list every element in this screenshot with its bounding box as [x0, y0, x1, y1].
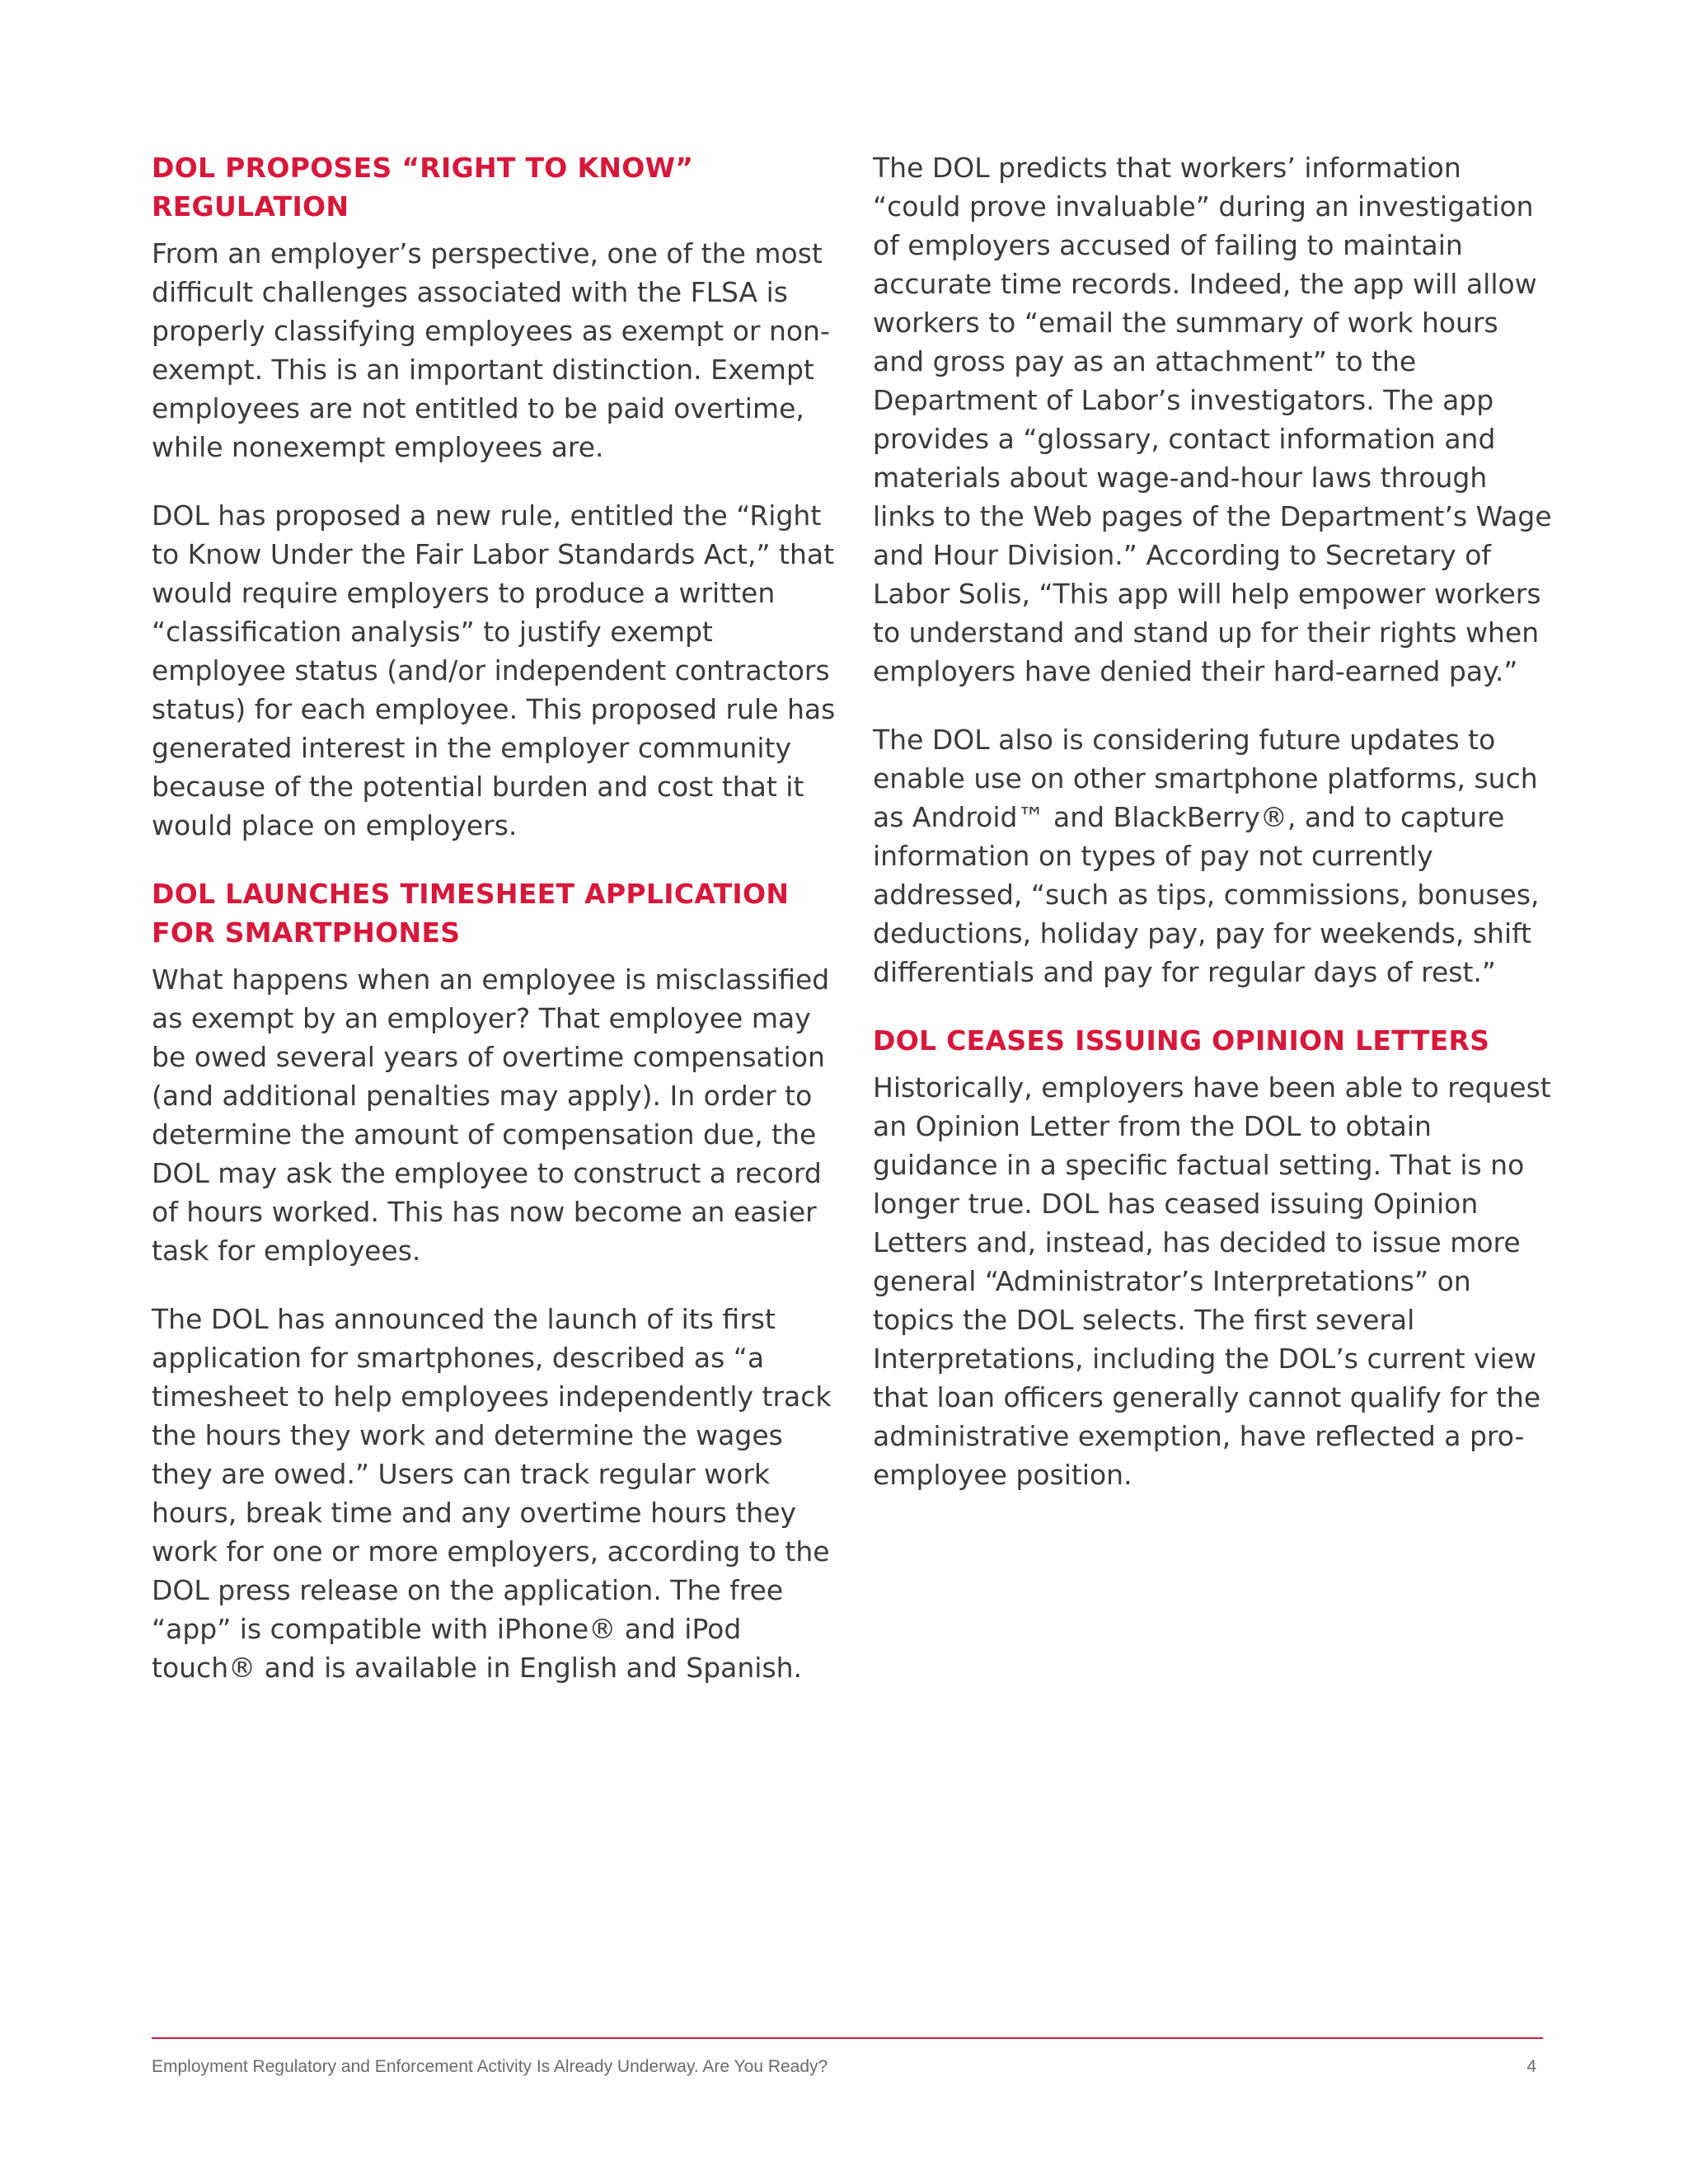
page-number: 4 — [1526, 2057, 1536, 2076]
section-heading-opinion-letters: DOL CEASES ISSUING OPINION LETTERS — [873, 1024, 1490, 1057]
paragraph-workers-information: The DOL predicts that workers’ information “could prove invaluable” during an investigation of employers accused of failing to maintain accurate time records. Indeed, the app will allow workers to “email the summary of work hours and gross pay as an attachment” to the Department of Labor’s investigators. The app provides a “glossary, contact information and materials about wage-and-hour laws through links to the Web pages of the Department’s Wage and Hour Division.” According to Secretary of Labor Solis, “This app will help empower workers to understand and stand up for their rights when employers have denied their hard-earned pay.” — [873, 152, 1552, 687]
left-column — [152, 148, 836, 1717]
paragraph-app-launch: The DOL has announced the launch of its first application for smartphones, described as “a timesheet to help employees independently track the hours they work and determine the wages they are owed.” Users can track regular work hours, break time and any overtime hours they work for one or more employers, according to the DOL press release on the application. The free “app” is compatible with iPhone® and iPod touch® and is available in English and Spanish. — [152, 1303, 832, 1684]
right-column — [873, 148, 1557, 1524]
paragraph-opinion-letters: Historically, employers have been able to request an Opinion Letter from the DOL to obtain guidance in a specific factual setting. That is no longer true. DOL has ceased issuing Opinion Letters and, instead, has decided to issue more general “Administrator’s Interpretations” on topics the DOL selects. The first several Interpretations, including the DOL’s current view that loan officers generally cannot qualify for the administrative exemption, have reflected a pro-employee position. — [873, 1071, 1551, 1491]
footer-divider — [152, 2037, 1543, 2039]
paragraph-proposed-rule: DOL has proposed a new rule, entitled the “Right to Know Under the Fair Labor Standards Act,” that would require employers to produce a written “classification analysis” to justify exempt employee status (and/or independent contractors status) for each employee. This proposed rule has generated interest in the employer community because of the potential burden and cost that it would place on employers. — [152, 499, 836, 841]
paragraph-misclassified: What happens when an employee is misclassified as exempt by an employer? That employee may be owed several years of overtime compensation (and additional penalties may apply). In order to determine the amount of compensation due, the DOL may ask the employee to construct a record of hours worked. This has now become an easier task for employees. — [152, 963, 830, 1267]
section-heading-right-to-know: DOL PROPOSES “RIGHT TO KNOW” REGULATION — [152, 152, 694, 223]
paragraph-future-updates: The DOL also is considering future updates to enable use on other smartphone platforms, such as Android™ and BlackBerry®, and to capture information on types of pay not currently addressed, “such as tips, commissions, bonuses, deductions, holiday pay, pay for weekends, shift differentials and pay for regular days of rest.” — [873, 724, 1540, 988]
section-heading-timesheet-app: DOL LAUNCHES TIMESHEET APPLICATION FOR SMARTPHONES — [152, 878, 790, 949]
paragraph-flsa-classification: From an employer’s perspective, one of the most difficult challenges associated with the FLSA is properly classifying employees as exempt or non-exempt. This is an important distinction. Exempt employees are not entitled to be paid overtime, while nonexempt employees are. — [152, 237, 830, 463]
footer-title: Employment Regulatory and Enforcement Activity Is Already Underway. Are You Ready? — [152, 2057, 828, 2076]
